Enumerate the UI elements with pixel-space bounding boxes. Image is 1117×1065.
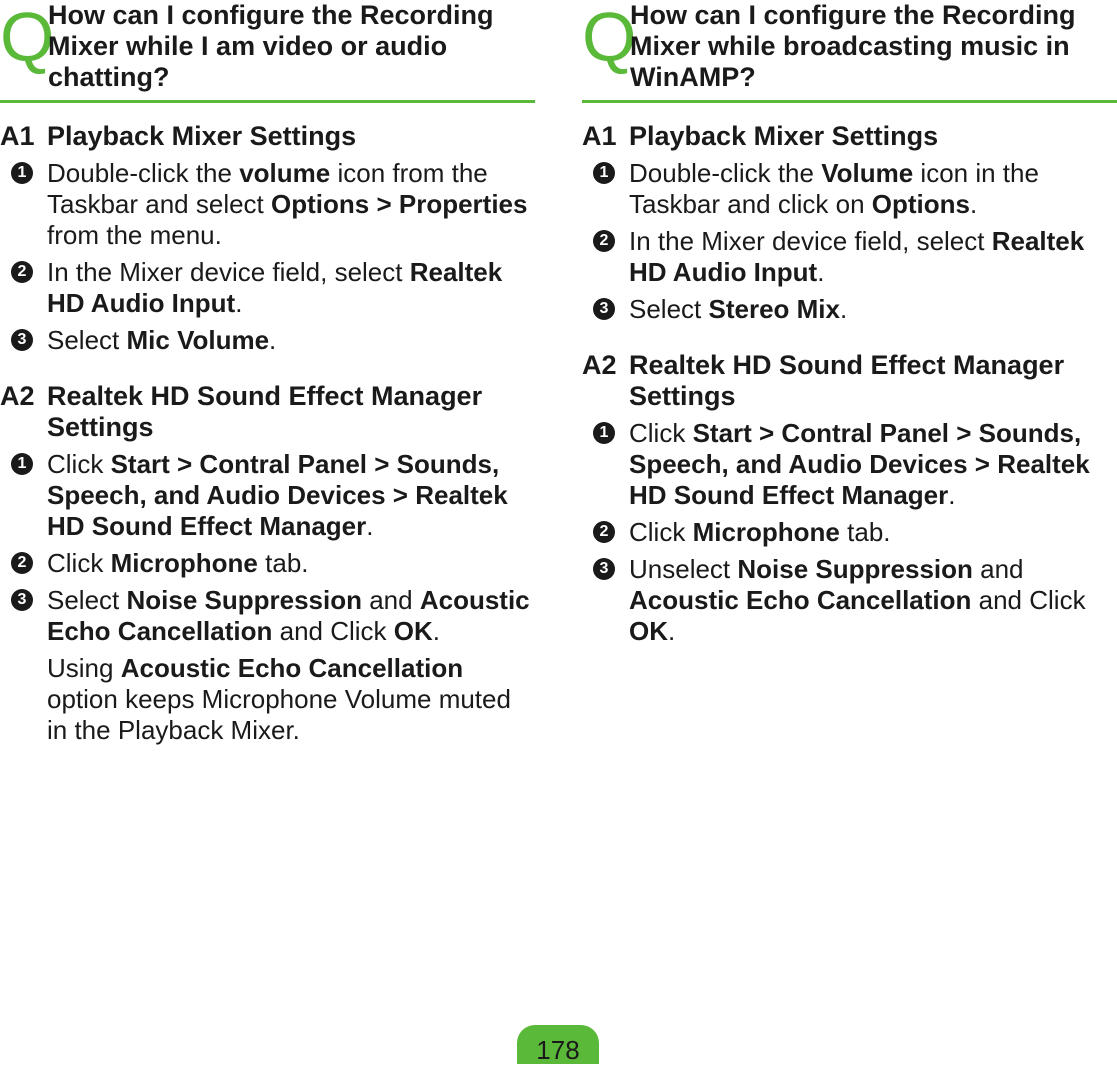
step-text: Select: [629, 294, 709, 324]
step-text: .: [817, 257, 825, 287]
step-text: tab.: [839, 517, 891, 547]
answer-heading: [582, 121, 1117, 152]
step-text: .: [970, 189, 978, 219]
answer-number: A1: [0, 121, 35, 151]
step-text: Click: [629, 517, 693, 547]
answer-heading: [0, 121, 535, 152]
step: [582, 294, 1117, 325]
step-emphasis: Realtek HD Audio Input: [629, 226, 1085, 287]
note-emphasis: Acoustic Echo Cancellation: [120, 653, 464, 683]
step: [0, 548, 535, 579]
right-column: [582, 0, 1117, 647]
page-number: 178: [536, 1035, 580, 1065]
step-emphasis: Acoustic Echo Cancellation: [629, 585, 972, 615]
step-number-icon: 2: [11, 261, 33, 283]
header-rule: [582, 100, 1117, 103]
step-text: Click: [47, 449, 111, 479]
step-emphasis: Stereo Mix: [708, 294, 840, 324]
step-text: and: [362, 585, 420, 615]
step-number-icon: 1: [11, 453, 33, 475]
answer-number: A2: [0, 381, 35, 411]
left-column: [0, 0, 535, 746]
step: [582, 554, 1117, 647]
step-emphasis: Start > Contral Panel > Sounds, Speech, and Audio Devices > Realtek HD Sound Effect Manager: [47, 449, 508, 541]
step: [0, 325, 535, 356]
step-number-icon: 1: [11, 162, 33, 184]
step-text: Select: [47, 325, 127, 355]
page-number-tab: [517, 1025, 599, 1064]
step-number-icon: 2: [11, 552, 33, 574]
step-text: Double-click the: [629, 158, 822, 188]
step-text: icon in the Taskbar and click on: [629, 158, 1039, 219]
answer-a1: [582, 121, 1117, 325]
step-text: icon from the Taskbar and select: [47, 158, 488, 219]
answer-title: Playback Mixer Settings: [47, 121, 357, 151]
step: [582, 418, 1117, 511]
step-text: tab.: [257, 548, 309, 578]
step-text: Click: [629, 418, 693, 448]
answer-a1: [0, 121, 535, 356]
step-emphasis: Acoustic Echo Cancellation: [47, 585, 530, 646]
step-emphasis: Mic Volume: [126, 325, 270, 355]
step: [0, 585, 535, 647]
step-emphasis: volume: [239, 158, 331, 188]
step-emphasis: Options: [871, 189, 971, 219]
question-header: [0, 0, 535, 102]
note: [0, 653, 535, 746]
step: [0, 449, 535, 542]
step-text: .: [269, 325, 277, 355]
step-emphasis: OK: [393, 616, 433, 646]
step-emphasis: Noise Suppression: [737, 554, 973, 584]
step-text: Double-click the: [47, 158, 240, 188]
answer-a2: [0, 381, 535, 746]
answer-title: Realtek HD Sound Effect Manager Settings: [629, 350, 1065, 411]
step-text: Unselect: [629, 554, 738, 584]
step-text: .: [432, 616, 441, 646]
step-number-icon: 2: [593, 230, 615, 252]
step-text: In the Mixer device field, select: [629, 226, 992, 256]
question-title: How can I configure the Recording Mixer while broadcasting music in WinAMP?: [630, 0, 1076, 92]
step-text: Select: [47, 585, 127, 615]
question-header: [582, 0, 1117, 102]
step-text: Click: [47, 548, 111, 578]
header-rule: [0, 100, 535, 103]
step-text: from the menu.: [47, 220, 222, 250]
step-emphasis: OK: [629, 616, 668, 646]
step-emphasis: Volume: [821, 158, 914, 188]
step-emphasis: Options > Properties: [271, 189, 528, 219]
step-emphasis: Noise Suppression: [126, 585, 362, 615]
step-text: .: [840, 294, 848, 324]
step-emphasis: Microphone: [692, 517, 840, 547]
step: [582, 226, 1117, 288]
step-number-icon: 3: [11, 329, 33, 351]
step-number-icon: 2: [593, 521, 615, 543]
step-text: .: [948, 480, 956, 510]
step-emphasis: Realtek HD Audio Input: [47, 257, 503, 318]
answer-title: Playback Mixer Settings: [629, 121, 939, 151]
step-number-icon: 3: [11, 589, 33, 611]
note-text: Using: [47, 653, 121, 683]
step: [582, 158, 1117, 220]
step-text: .: [235, 288, 243, 318]
answer-a2: [582, 350, 1117, 647]
q-icon: Q: [0, 0, 51, 76]
step-number-icon: 3: [593, 298, 615, 320]
step-number-icon: 3: [593, 558, 615, 580]
step-emphasis: Start > Contral Panel > Sounds, Speech, and Audio Devices > Realtek HD Sound Effect Manager: [629, 418, 1090, 510]
answer-number: A1: [582, 121, 617, 151]
answer-number: A2: [582, 350, 617, 380]
step-number-icon: 1: [593, 162, 615, 184]
step-emphasis: Microphone: [110, 548, 258, 578]
question-title: How can I configure the Recording Mixer while I am video or audio chatting?: [48, 0, 494, 92]
step: [582, 517, 1117, 548]
step: [0, 158, 535, 251]
step-text: and: [972, 554, 1024, 584]
step: [0, 257, 535, 319]
answer-heading: [0, 381, 535, 443]
step-text: and Click: [971, 585, 1086, 615]
answer-title: Realtek HD Sound Effect Manager Settings: [47, 381, 483, 442]
step-text: In the Mixer device field, select: [47, 257, 410, 287]
note-text: option keeps Microphone Volume muted in the Playback Mixer.: [47, 684, 511, 745]
step-text: .: [668, 616, 676, 646]
answer-heading: [582, 350, 1117, 412]
step-text: and Click: [272, 616, 394, 646]
step-text: .: [366, 511, 374, 541]
step-number-icon: 1: [593, 422, 615, 444]
q-icon: Q: [582, 0, 633, 76]
